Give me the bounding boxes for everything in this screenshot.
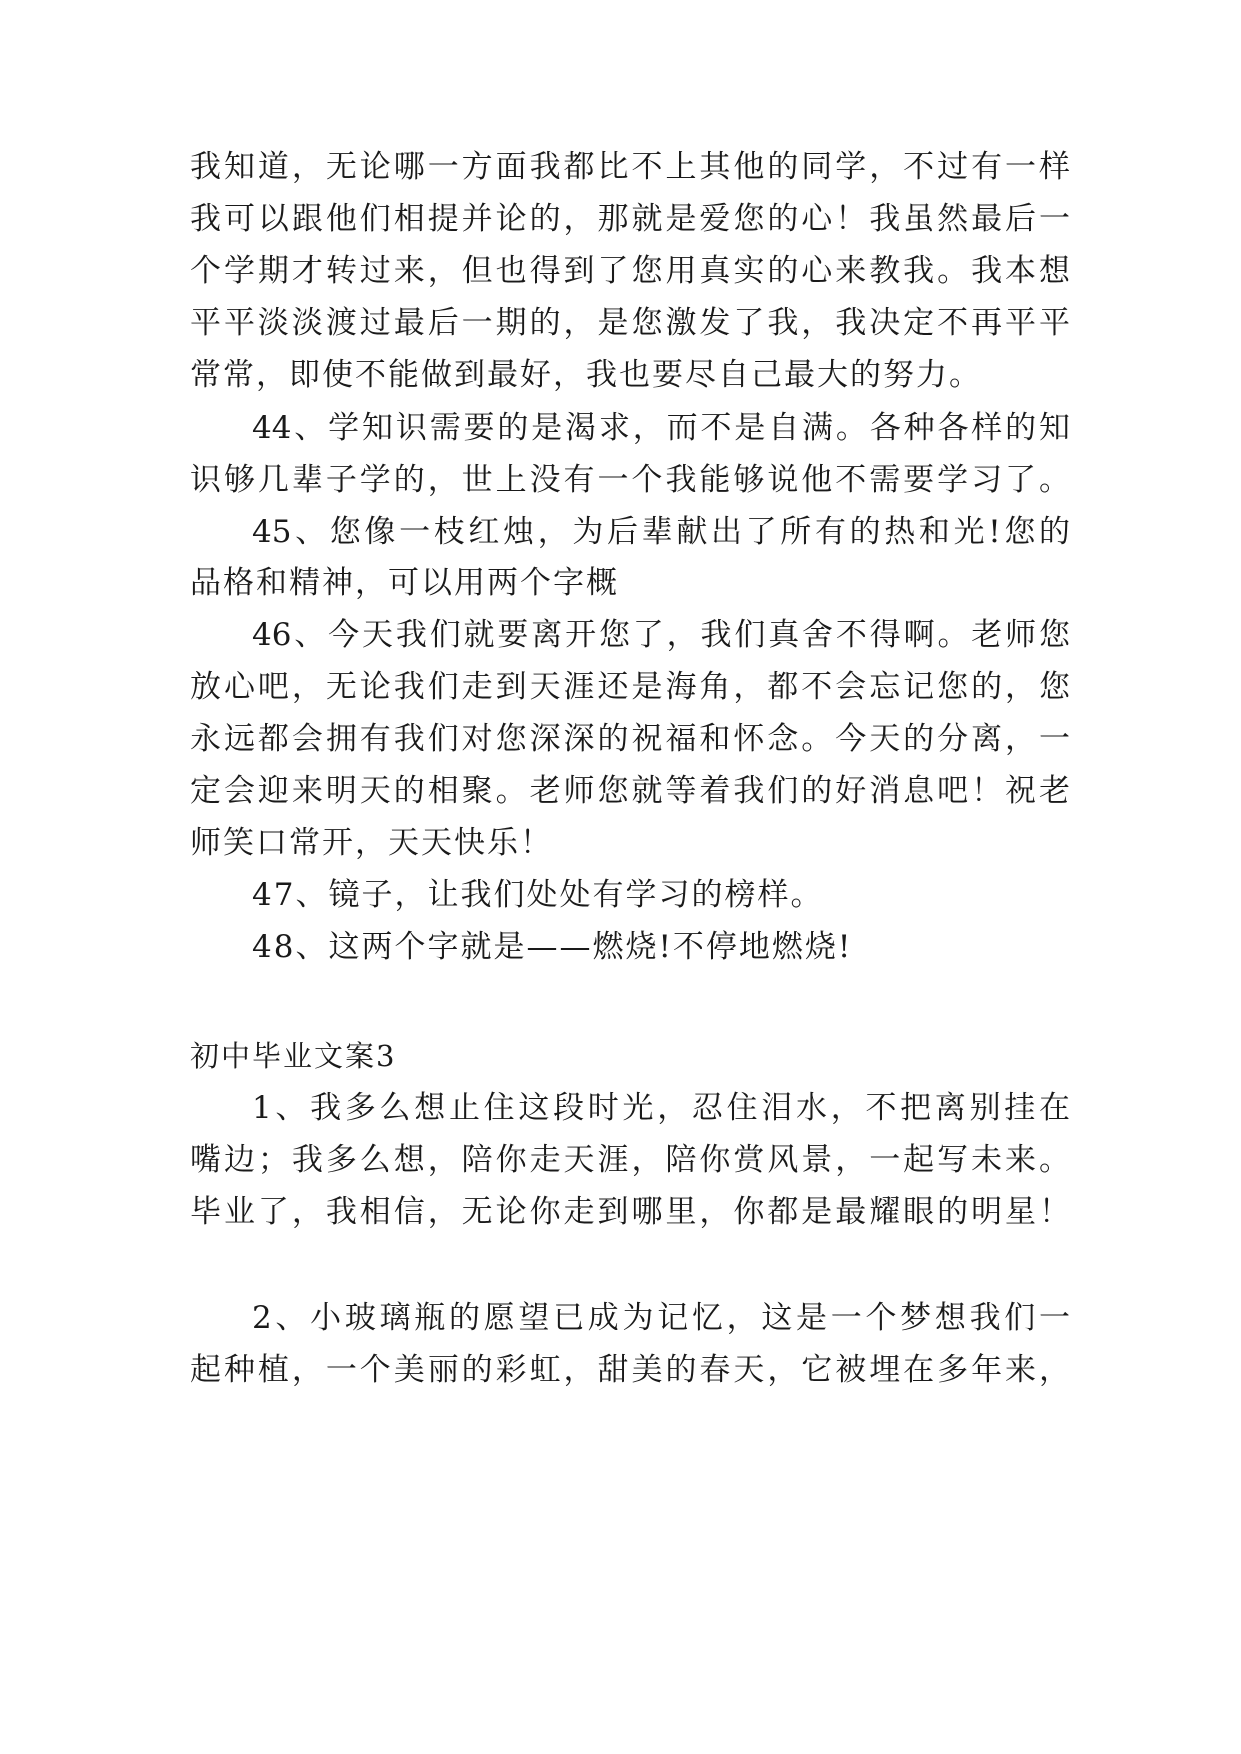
text-line: 48、这两个字就是——燃烧!不停地燃烧! bbox=[252, 929, 853, 965]
text-line: 师笑口常开，天天快乐！ bbox=[190, 825, 553, 861]
text-line: 2、小玻璃瓶的愿望已成为记忆，这是一个梦想我们一 bbox=[252, 1300, 1070, 1336]
text-line: 我可以跟他们相提并论的，那就是爱您的心！我虽然最后一 bbox=[190, 201, 1070, 237]
text-line: 识够几辈子学的，世上没有一个我能够说他不需要学习了。 bbox=[190, 462, 1070, 498]
text-line: 定会迎来明天的相聚。老师您就等着我们的好消息吧！祝老 bbox=[190, 773, 1070, 809]
text-line: 46、今天我们就要离开您了，我们真舍不得啊。老师您 bbox=[252, 617, 1070, 653]
text-line: 品格和精神，可以用两个字概 bbox=[190, 565, 619, 601]
text-line: 起种植，一个美丽的彩虹，甜美的春天，它被埋在多年来， bbox=[190, 1352, 1070, 1388]
text-line: 放心吧，无论我们走到天涯还是海角，都不会忘记您的，您 bbox=[190, 669, 1070, 705]
text-line: 我知道，无论哪一方面我都比不上其他的同学，不过有一样 bbox=[190, 149, 1070, 185]
text-line: 44、学知识需要的是渴求，而不是自满。各种各样的知 bbox=[252, 410, 1070, 446]
text-line: 嘴边；我多么想，陪你走天涯，陪你赏风景，一起写未来。 bbox=[190, 1142, 1070, 1178]
text-line: 永远都会拥有我们对您深深的祝福和怀念。今天的分离，一 bbox=[190, 721, 1070, 757]
text-line: 45、您像一枝红烛，为后辈献出了所有的热和光!您的 bbox=[252, 514, 1070, 550]
text-line: 47、镜子，让我们处处有学习的榜样。 bbox=[252, 877, 824, 913]
text-line: 平平淡淡渡过最后一期的，是您激发了我，我决定不再平平 bbox=[190, 305, 1070, 341]
text-line: 1、我多么想止住这段时光，忍住泪水，不把离别挂在 bbox=[252, 1090, 1070, 1126]
text-line: 毕业了，我相信，无论你走到哪里，你都是最耀眼的明星！ bbox=[190, 1194, 1070, 1230]
text-line: 常常，即使不能做到最好，我也要尽自己最大的努力。 bbox=[190, 357, 982, 393]
text-line: 个学期才转过来，但也得到了您用真实的心来教我。我本想 bbox=[190, 253, 1070, 289]
section-title: 初中毕业文案3 bbox=[190, 1039, 397, 1073]
